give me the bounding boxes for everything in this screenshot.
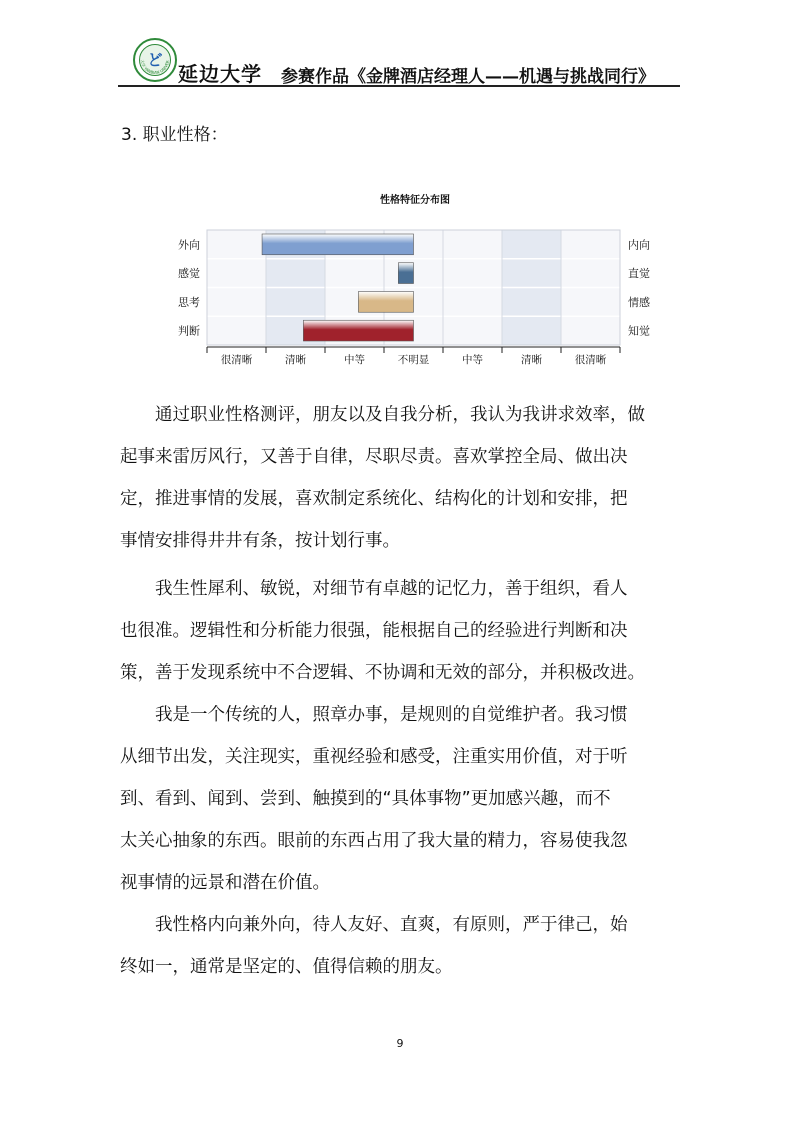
chart-bar <box>303 320 413 341</box>
header-divider <box>118 85 680 87</box>
logo-glyph: ど <box>147 51 163 69</box>
chart-bar <box>262 234 413 255</box>
paragraph-line: 通过职业性格测评，朋友以及自我分析，我认为我讲求效率，做 <box>155 405 645 425</box>
work-title: 参赛作品《金牌酒店经理人——机遇与挑战同行》 <box>281 67 655 87</box>
chart-left-label: 思考 <box>178 295 200 309</box>
paragraph-line: 也很准。逻辑性和分析能力很强，能根据自己的经验进行判断和决 <box>120 621 628 641</box>
personality-chart <box>170 185 660 370</box>
chart-right-label: 情感 <box>628 295 650 309</box>
chart-right-label: 知觉 <box>628 324 650 338</box>
chart-right-label: 内向 <box>628 238 650 252</box>
chart-left-label: 感觉 <box>178 267 200 281</box>
page-number: 9 <box>396 1037 404 1050</box>
university-name: 延边大学 <box>178 62 262 86</box>
chart-left-label: 外向 <box>178 238 200 252</box>
chart-right-label: 直觉 <box>628 267 650 281</box>
paragraph-line: 我是一个传统的人，照章办事，是规则的自觉维护者。我习惯 <box>155 705 628 725</box>
chart-tick-label: 很清晰 <box>220 354 253 366</box>
paragraph-line: 我性格内向兼外向，待人友好、直爽，有原则，严于律己，始 <box>155 915 628 935</box>
paragraph-line: 到、看到、闻到、尝到、触摸到的“具体事物”更加感兴趣，而不 <box>120 789 611 809</box>
paragraph-line: 视事情的远景和潜在价值。 <box>120 873 330 893</box>
paragraph-line: 从细节出发，关注现实，重视经验和感受，注重实用价值，对于听 <box>120 747 628 767</box>
section-title: 3. 职业性格： <box>121 125 228 145</box>
chart-left-label: 判断 <box>178 324 200 338</box>
logo-ring-text: 大学 YANBIAN UNIVER <box>139 59 171 76</box>
chart-bar <box>358 292 413 313</box>
university-logo-icon <box>133 38 177 82</box>
chart-tick-label: 不明显 <box>397 354 430 366</box>
chart-bar <box>398 263 413 284</box>
paragraph-line: 我生性犀利、敏锐，对细节有卓越的记忆力，善于组织，看人 <box>155 579 628 599</box>
paragraph-line: 定，推进事情的发展，喜欢制定系统化、结构化的计划和安排，把 <box>120 489 628 509</box>
chart-tick-label: 清晰 <box>521 354 542 366</box>
chart-tick-label: 中等 <box>462 354 483 366</box>
chart-title: 性格特征分布图 <box>380 195 450 206</box>
page-header <box>118 30 680 86</box>
paragraph-line: 终如一，通常是坚定的、值得信赖的朋友。 <box>120 957 453 977</box>
chart-tick-label: 清晰 <box>285 354 306 366</box>
paragraph-line: 太关心抽象的东西。眼前的东西占用了我大量的精力，容易使我忽 <box>120 831 628 851</box>
paragraph-line: 策，善于发现系统中不合逻辑、不协调和无效的部分，并积极改进。 <box>120 663 645 683</box>
chart-tick-label: 很清晰 <box>574 354 607 366</box>
paragraph-line: 事情安排得井井有条，按计划行事。 <box>120 531 400 551</box>
chart-tick-label: 中等 <box>344 354 365 366</box>
paragraph-line: 起事来雷厉风行，又善于自律，尽职尽责。喜欢掌控全局、做出决 <box>120 447 628 467</box>
